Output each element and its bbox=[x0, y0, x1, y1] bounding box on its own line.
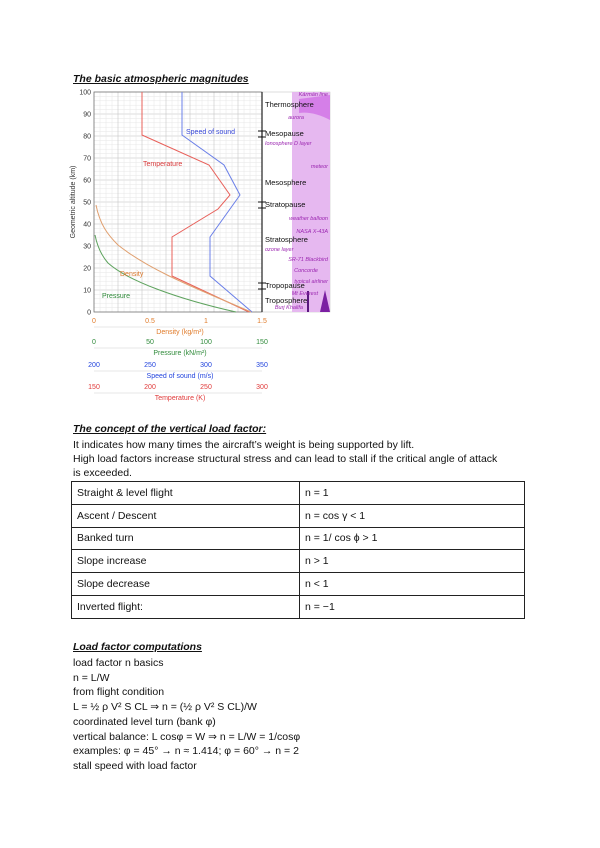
paragraph-line: is exceeded. bbox=[73, 467, 132, 479]
section-title-computations: Load factor computations bbox=[73, 641, 202, 653]
scale-tick-temperature: 150 bbox=[88, 384, 100, 391]
scale-tick-sound: 300 bbox=[200, 362, 212, 369]
table-row bbox=[72, 527, 525, 550]
computation-line: examples: φ = 45° → n ≈ 1.414; φ = 60° → n = 2 bbox=[73, 745, 299, 758]
event-label-ozone: ozone layer bbox=[265, 247, 294, 253]
scale-tick-density: 0.5 bbox=[145, 318, 155, 325]
layer-label-stratosphere: Stratosphere bbox=[265, 235, 308, 244]
event-label-sr71: SR-71 Blackbird bbox=[288, 257, 328, 263]
y-axis-label: Geometric altitude (km) bbox=[70, 165, 77, 239]
event-label-everest: Mt Everest bbox=[291, 291, 318, 297]
density-label: Density bbox=[120, 271, 144, 278]
speed-of-sound-label: Speed of sound bbox=[186, 129, 236, 136]
y-tick-label: 0 bbox=[87, 309, 91, 317]
layer-label-tropopause: Tropopause bbox=[265, 281, 305, 290]
y-tick-label: 10 bbox=[83, 287, 91, 295]
event-label-meteor: meteor bbox=[310, 164, 328, 170]
table-cell-condition: Ascent / Descent bbox=[72, 504, 300, 527]
event-label-balloon: weather balloon bbox=[289, 216, 328, 222]
table-cell-condition: Slope increase bbox=[72, 550, 300, 573]
table-cell-condition: Slope decrease bbox=[72, 573, 300, 596]
table-cell-value: n = cos γ < 1 bbox=[300, 504, 525, 527]
y-tick-label: 70 bbox=[83, 155, 91, 163]
scale-title-temperature: Temperature (K) bbox=[154, 395, 206, 402]
y-tick-label: 80 bbox=[83, 133, 91, 141]
scale-tick-pressure: 0 bbox=[92, 339, 96, 346]
y-tick-label: 50 bbox=[83, 199, 91, 207]
event-label-airliner: typical airliner bbox=[294, 279, 328, 285]
computation-line: stall speed with load factor bbox=[73, 759, 197, 772]
computation-line: n = L/W bbox=[73, 671, 110, 684]
computation-line: from flight condition bbox=[73, 686, 165, 699]
table-cell-value: n < 1 bbox=[300, 573, 525, 596]
computation-line: load factor n basics bbox=[73, 657, 164, 669]
table-cell-value: n = 1/ cos ϕ > 1 bbox=[300, 527, 525, 550]
table-row bbox=[72, 595, 525, 618]
scale-title-density: Density (kg/m³) bbox=[156, 329, 204, 336]
table-cell-value: n > 1 bbox=[300, 550, 525, 573]
layer-label-stratopause: Stratopause bbox=[265, 200, 306, 209]
scale-tick-sound: 200 bbox=[88, 362, 100, 369]
scale-title-pressure: Pressure (kN/m²) bbox=[153, 350, 207, 357]
event-label-burj: Burj Khalifa bbox=[274, 305, 303, 311]
table-row bbox=[72, 482, 525, 505]
temperature-label: Temperature bbox=[143, 161, 183, 168]
computation-line: coordinated level turn (bank φ) bbox=[73, 715, 216, 728]
event-label-concorde: Concorde bbox=[294, 268, 318, 274]
scale-tick-temperature: 300 bbox=[256, 384, 268, 391]
scale-tick-pressure: 150 bbox=[256, 339, 268, 346]
table-row bbox=[72, 573, 525, 596]
table-cell-value: n = 1 bbox=[300, 482, 525, 505]
table-cell-condition: Banked turn bbox=[72, 527, 300, 550]
scale-tick-temperature: 250 bbox=[200, 384, 212, 391]
paragraph-line: High load factors increase structural stress and can lead to stall if the critical angle of attack bbox=[73, 453, 498, 465]
layer-label-troposphere: Troposphere bbox=[265, 296, 308, 305]
y-tick-label: 40 bbox=[83, 221, 91, 229]
scale-title-sound: Speed of sound (m/s) bbox=[146, 373, 214, 380]
pressure-label: Pressure bbox=[102, 293, 131, 300]
computation-line: vertical balance: L cosφ = W ⇒ n = L/W = 1/cosφ bbox=[73, 730, 301, 743]
event-label-karman: Kármán line bbox=[298, 92, 328, 98]
y-tick-label: 30 bbox=[83, 243, 91, 251]
layer-label-mesopause: Mesopause bbox=[265, 129, 304, 138]
scale-tick-density: 0 bbox=[92, 318, 96, 325]
y-tick-label: 60 bbox=[83, 177, 91, 185]
computation-line: L = ½ ρ V² S CL ⇒ n = (½ ρ V² S CL)/W bbox=[73, 701, 257, 714]
y-tick-label: 20 bbox=[83, 265, 91, 273]
scale-tick-sound: 250 bbox=[144, 362, 156, 369]
table-cell-condition: Inverted flight: bbox=[72, 595, 300, 618]
y-tick-label: 100 bbox=[79, 89, 91, 97]
computations-block bbox=[73, 656, 300, 774]
table-row bbox=[72, 504, 525, 527]
scale-tick-sound: 350 bbox=[256, 362, 268, 369]
scale-tick-density: 1 bbox=[204, 318, 208, 325]
event-label-aurora: aurora bbox=[288, 115, 304, 121]
layer-label-thermosphere: Thermosphere bbox=[265, 100, 314, 109]
scale-tick-temperature: 200 bbox=[144, 384, 156, 391]
event-label-ionosphere: Ionosphere D layer bbox=[265, 141, 312, 147]
table-cell-value: n = −1 bbox=[300, 595, 525, 618]
scale-tick-density: 1.5 bbox=[257, 318, 267, 325]
paragraph-line: It indicates how many times the aircraft’s weight is being supported by lift. bbox=[73, 439, 415, 451]
atmosphere-figure bbox=[58, 85, 348, 405]
y-tick-label: 90 bbox=[83, 111, 91, 119]
table-cell-condition: Straight & level flight bbox=[72, 482, 300, 505]
scale-tick-pressure: 50 bbox=[146, 339, 154, 346]
section-title-atmosphere: The basic atmospheric magnitudes bbox=[73, 73, 249, 85]
section-title-load-factor: The concept of the vertical load factor: bbox=[73, 423, 267, 435]
event-label-nasa: NASA X-43A bbox=[296, 229, 328, 235]
table-row bbox=[72, 550, 525, 573]
scale-tick-pressure: 100 bbox=[200, 339, 212, 346]
pressure-curve bbox=[95, 235, 236, 312]
layer-label-mesosphere: Mesosphere bbox=[265, 178, 307, 187]
load-factor-table bbox=[71, 481, 525, 619]
